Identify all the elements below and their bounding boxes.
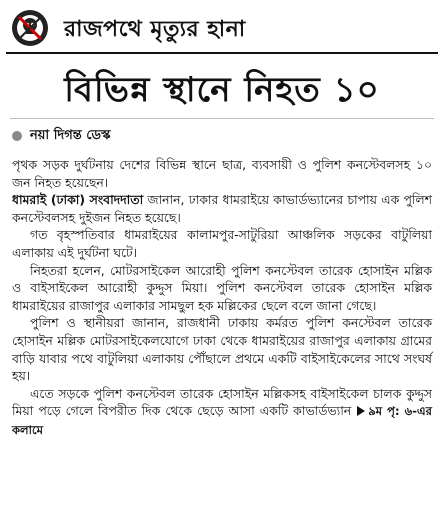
intro-paragraph: পৃথক সড়ক দুর্ঘটনায় দেশের বিভিন্ন স্থানে ছাত্র, ব্যবসায়ী ও পুলিশ কনস্টেবলসহ ১০ জন নিহত হয়েছেন।: [12, 157, 432, 190]
continued-arrow-icon: [357, 406, 365, 416]
paragraph-dateline: [12, 191, 432, 226]
byline-text: নয়া দিগন্ত ডেস্ক: [30, 128, 111, 143]
paragraph-2: গত বৃহস্পতিবার ধামরাইয়ের কালামপুর-সাটুরিয়া আঞ্চলিক সড়কের বাটুলিয়া এলাকায় এই দুর্ঘটনা ঘটে।: [12, 227, 432, 260]
byline-bullet-icon: [12, 131, 22, 141]
paragraph-5-text: এতে সড়কে পুলিশ কনস্টেবল তারেক হোসাইন মল্লিকসহ বাইসাইকেল চালক কুদ্দুস মিয়া পড়ে গেলে বিপরীত দিক থেকে ছেড়ে আসা একটি কাভার্ডভ্যান: [12, 385, 432, 419]
dateline: ধামরাই (ঢাকা) সংবাদদাতা: [12, 192, 144, 208]
paragraph-5: [12, 385, 432, 440]
section-title: রাজপথে মৃত্যুর হানা: [64, 17, 246, 42]
paragraph-3: নিহতরা হলেন, মোটরসাইকেল আরোহী পুলিশ কনস্টেবল তারেক হোসাইন মল্লিক ও বাইসাইকেল আরোহী কুদ্দুস মিয়া। পুলিশ কনস্টেবল তারেক হোসাইন মল্লিক ধামরাইয়ের রাজাপুর এলাকার সামছুল হক মল্লিকের ছেলে বলে জানা গেছে।: [12, 262, 432, 313]
article-body: [12, 156, 432, 440]
continued-on-link[interactable]: ৯ম পৃ: ৬-এর কলামে: [12, 404, 432, 437]
section-header: [6, 6, 438, 50]
header-divider: [6, 52, 438, 54]
paragraph-4: পুলিশ ও স্থানীয়রা জানান, রাজধানী ঢাকায় কর্মরত পুলিশ কনস্টেবল তারেক হোসাইন মল্লিক মোটরসাইকেলযোগে ঢাকা থেকে ধামরাইয়ের রাজাপুর এলাকায় গ্রামের বাড়ি যাবার পথে বাটুলিয়া এলাকায় পৌঁছালে প্রথমে একটি বাইসাইকেলের সাথে সংঘর্ষ হয়।: [12, 315, 432, 384]
headline-divider: [10, 118, 434, 119]
article-headline: বিভিন্ন স্থানে নিহত ১০: [64, 70, 380, 110]
skull-crossbones-logo-icon: [10, 8, 50, 48]
paragraph-1-text: জানান, ঢাকার ধামরাইয়ে কাভার্ডভ্যানের চাপায় এক পুলিশ কনস্টেবলসহ দুইজন নিহত হয়েছে।: [12, 192, 432, 225]
